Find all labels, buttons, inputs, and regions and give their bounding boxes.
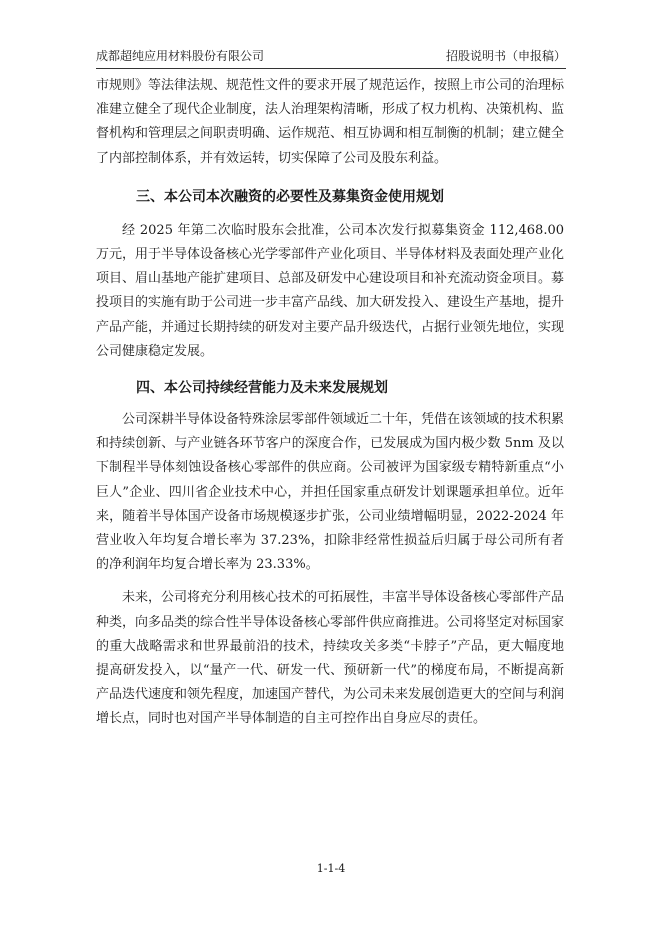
page-header (96, 44, 566, 69)
section-heading-sustainability: 四、本公司持续经营能力及未来发展规划 (136, 380, 388, 397)
paragraph-governance: 市规则》等法律法规、规范性文件的要求开展了规范运作，按照上市公司的治理标准建立健全了现代企业制度，法人治理架构清晰，形成了权力机构、决策机构、监督机构和管理层之间职责明确、运作规范、相互协调和相互制衡的机制；建立健全了内部控制体系，并有效运转，切实保障了公司及股东利益。 (96, 78, 565, 166)
paragraph-future-plan: 未来，公司将充分利用核心技术的可拓展性，丰富半导体设备核心零部件产品种类，向多品类的综合性半导体设备核心零部件供应商推进。公司将坚定对标国家的重大战略需求和世界最前沿的技术，持续攻关多类“卡脖子”产品，更大幅度地提高研发投入，以“量产一代、研发一代、预研新一代”的梯度布局，不断提高新产品迭代速度和领先程度，加速国产替代，为公司未来发展创造更大的空间与利润增长点，同时也对国产半导体制造的自主可控作出自身应尽的责任。 (96, 590, 565, 727)
page-number: 1-1-4 (316, 862, 346, 875)
section-heading-financing: 三、本公司本次融资的必要性及募集资金使用规划 (136, 188, 444, 205)
paragraph-fund-raising: 经 2025 年第二次临时股东会批准，公司本次发行拟募集资金 112,468.00 万元，用于半导体设备核心光学零部件产业化项目、半导体材料及表面处理产业化项目、眉山基地产能扩建项目、总部及研发中心建设项目和补充流动资金项目。募投项目的实施有助于公司进一步丰富产品线、加大研发投入、建设生产基地，提升产品产能，并通过长期持续的研发对主要产品升级迭代，占据行业领先地位，实现公司健康稳定发展。 (96, 222, 565, 359)
header-company-name: 成都超纯应用材料股份有限公司 (96, 49, 265, 63)
header-document-title: 招股说明书（申报稿） (445, 49, 566, 63)
main-content (96, 74, 564, 732)
paragraph-business-overview: 公司深耕半导体设备特殊涂层零部件领域近二十年，凭借在该领域的技术积累和持续创新、与产业链各环节客户的深度合作，已发展成为国内极少数 5nm 及以下制程半导体刻蚀设备核心零部件的供应商。公司被评为国家级专精特新重点“小巨人”企业、四川省企业技术中心，并担任国家重点研发计划课题承担单位。近年来，随着半导体国产设备市场规模逐步扩张，公司业绩增幅明显，2022-2024 年营业收入年均复合增长率为 37.23%，扣除非经常性损益后归属于母公司所有者的净利润年均复合增长率为 23.33%。 (96, 412, 565, 573)
